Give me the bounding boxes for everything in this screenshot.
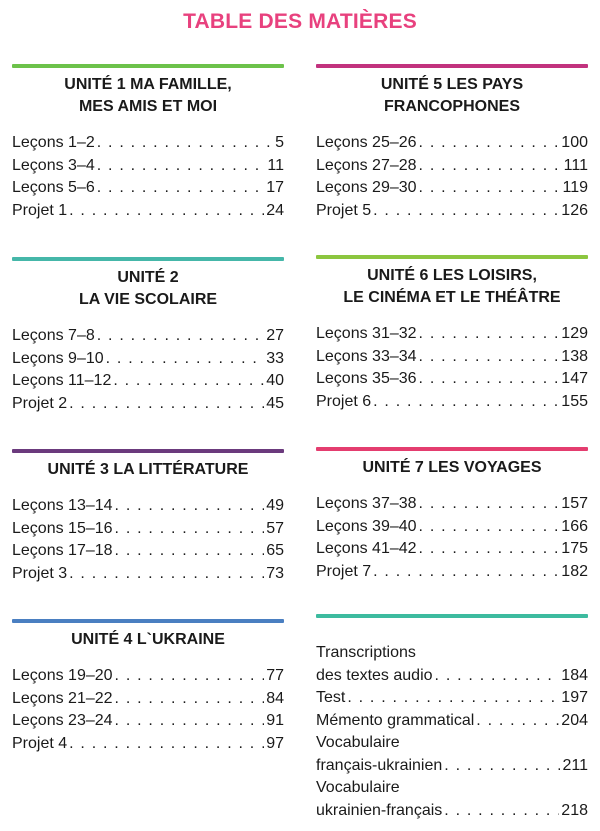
toc-page-number: 129 bbox=[561, 325, 588, 342]
toc-entry[interactable] bbox=[12, 132, 284, 155]
toc-page-number: 33 bbox=[266, 349, 284, 367]
toc-list bbox=[12, 132, 284, 222]
toc-label: Leçons 37–38 bbox=[316, 495, 417, 512]
unit-1-section bbox=[12, 64, 284, 222]
dot-leader bbox=[419, 346, 560, 369]
toc-entry[interactable] bbox=[12, 200, 284, 223]
dot-leader bbox=[115, 518, 265, 541]
toc-entry[interactable] bbox=[316, 155, 588, 178]
unit-title bbox=[12, 74, 284, 118]
section-rule bbox=[12, 449, 284, 453]
toc-label: Leçons 31–32 bbox=[316, 325, 417, 342]
toc-label: Leçons 25–26 bbox=[316, 134, 417, 151]
dot-leader bbox=[115, 688, 265, 711]
toc-entry[interactable] bbox=[316, 346, 588, 369]
toc-label: Leçons 23–24 bbox=[12, 712, 113, 729]
toc-entry[interactable] bbox=[316, 516, 588, 539]
toc-page-number: 73 bbox=[266, 564, 284, 582]
toc-page-number: 119 bbox=[562, 179, 588, 196]
unit-title-line: FRANCOPHONES bbox=[383, 98, 520, 115]
unit-title-line: UNITÉ 2 bbox=[117, 269, 179, 286]
toc-entry[interactable] bbox=[316, 323, 588, 346]
toc-page-number: 211 bbox=[562, 756, 588, 774]
toc-entry[interactable] bbox=[316, 538, 588, 561]
toc-label: Leçons 33–34 bbox=[316, 347, 417, 365]
toc-list bbox=[12, 665, 284, 755]
toc-label: Test bbox=[316, 689, 346, 706]
toc-entry[interactable] bbox=[316, 132, 588, 155]
dot-leader bbox=[435, 665, 560, 688]
dot-leader bbox=[373, 561, 559, 584]
toc-page-number: 5 bbox=[275, 134, 284, 151]
toc-list bbox=[12, 495, 284, 585]
toc-page-number: 57 bbox=[266, 519, 284, 537]
unit-title-line: LA VIE SCOLAIRE bbox=[78, 291, 218, 308]
section-rule bbox=[316, 64, 588, 68]
unit-title bbox=[316, 265, 588, 309]
toc-entry[interactable] bbox=[12, 177, 284, 200]
dot-leader bbox=[115, 665, 265, 688]
toc-entry[interactable] bbox=[12, 540, 284, 563]
unit-title-line: UNITÉ 1 MA FAMILLE, bbox=[64, 76, 232, 93]
dot-leader bbox=[69, 563, 264, 586]
toc-entry[interactable] bbox=[316, 200, 588, 223]
toc-entry[interactable] bbox=[12, 733, 284, 756]
toc-list bbox=[316, 323, 588, 413]
toc-label: Leçons 9–10 bbox=[12, 349, 104, 367]
toc-page-number: 77 bbox=[266, 667, 284, 684]
toc-entry[interactable] bbox=[12, 518, 284, 541]
dot-leader bbox=[69, 200, 264, 223]
toc-list bbox=[316, 642, 588, 822]
toc-label: Leçons 41–42 bbox=[316, 540, 417, 557]
toc-label: Leçons 13–14 bbox=[12, 497, 113, 514]
section-rule bbox=[12, 64, 284, 68]
toc-entry[interactable] bbox=[316, 561, 588, 584]
dot-leader bbox=[69, 393, 264, 416]
toc-page-number: 17 bbox=[266, 179, 284, 196]
unit-title-line: UNITÉ 7 LES VOYAGES bbox=[362, 459, 542, 476]
toc-label: Transcriptions bbox=[316, 644, 416, 661]
toc-page-number: 184 bbox=[561, 666, 588, 684]
unit-5-section bbox=[316, 64, 588, 222]
toc-page-number: 111 bbox=[563, 156, 588, 174]
toc-label: des textes audio bbox=[316, 666, 433, 684]
section-rule bbox=[316, 614, 588, 618]
dot-leader bbox=[444, 755, 560, 778]
dot-leader bbox=[419, 493, 560, 516]
dot-leader bbox=[97, 177, 264, 200]
toc-page-number: 126 bbox=[561, 201, 588, 219]
unit-title bbox=[12, 459, 284, 481]
toc-label: Leçons 15–16 bbox=[12, 519, 113, 537]
dot-leader bbox=[419, 516, 560, 539]
toc-label: Projet 5 bbox=[316, 201, 372, 219]
toc-list bbox=[316, 132, 588, 222]
toc-label: Leçons 19–20 bbox=[12, 667, 113, 684]
toc-label: Projet 4 bbox=[12, 734, 68, 752]
section-rule bbox=[12, 619, 284, 623]
page-title: TABLE DES MATIÈRES bbox=[183, 10, 417, 33]
toc-entry[interactable] bbox=[316, 710, 588, 733]
toc-page-number: 197 bbox=[561, 689, 588, 706]
toc-page-number: 24 bbox=[266, 201, 284, 219]
toc-page-number: 175 bbox=[561, 540, 588, 557]
unit-7-section bbox=[316, 447, 588, 583]
dot-leader bbox=[97, 325, 264, 348]
toc-page-number: 45 bbox=[266, 394, 284, 412]
dot-leader bbox=[476, 710, 559, 733]
dot-leader bbox=[419, 177, 561, 200]
dot-leader bbox=[113, 370, 264, 393]
toc-label: Projet 2 bbox=[12, 394, 68, 412]
unit-title-line: UNITÉ 4 L`UKRAINE bbox=[71, 631, 225, 648]
dot-leader bbox=[373, 391, 559, 414]
dot-leader bbox=[444, 800, 559, 823]
unit-title-line: UNITÉ 3 LA LITTÉRATURE bbox=[47, 461, 249, 478]
toc-label: Leçons 7–8 bbox=[12, 327, 95, 344]
toc-label: Projet 6 bbox=[316, 392, 372, 410]
toc-page-number: 155 bbox=[561, 392, 588, 410]
toc-entry[interactable] bbox=[12, 155, 284, 178]
dot-leader bbox=[115, 540, 265, 563]
toc-label: Leçons 5–6 bbox=[12, 179, 95, 196]
appendix-section bbox=[316, 614, 588, 822]
dot-leader bbox=[115, 495, 265, 518]
toc-label: Projet 3 bbox=[12, 564, 68, 582]
toc-list bbox=[316, 493, 588, 583]
unit-title-line: UNITÉ 6 LES LOISIRS, bbox=[367, 267, 537, 284]
toc-label: Leçons 21–22 bbox=[12, 689, 113, 707]
toc-page-number: 84 bbox=[266, 689, 284, 707]
dot-leader bbox=[419, 132, 560, 155]
unit-title bbox=[12, 267, 284, 311]
dot-leader bbox=[373, 200, 559, 223]
unit-title-line: LE CINÉMA ET LE THÉÂTRE bbox=[343, 289, 561, 306]
toc-label: Vocabulaire bbox=[316, 734, 400, 751]
toc-entry[interactable] bbox=[12, 325, 284, 348]
toc-entry[interactable] bbox=[316, 391, 588, 414]
unit-title-line: MES AMIS ET MOI bbox=[78, 98, 218, 115]
dot-leader bbox=[97, 155, 266, 178]
toc-page-number: 27 bbox=[266, 327, 284, 344]
dot-leader bbox=[106, 348, 265, 371]
toc-entry[interactable] bbox=[316, 800, 588, 823]
toc-page-number: 97 bbox=[266, 734, 284, 752]
dot-leader bbox=[97, 132, 273, 155]
unit-2-section bbox=[12, 257, 284, 415]
toc-entry[interactable] bbox=[12, 348, 284, 371]
toc-label: Leçons 27–28 bbox=[316, 156, 417, 174]
toc-label: Leçons 1–2 bbox=[12, 134, 95, 151]
toc-label: Leçons 39–40 bbox=[316, 517, 417, 535]
toc-entry[interactable] bbox=[12, 563, 284, 586]
dot-leader bbox=[419, 323, 560, 346]
dot-leader bbox=[419, 368, 560, 391]
toc-entry[interactable] bbox=[12, 710, 284, 733]
unit-3-section bbox=[12, 449, 284, 585]
toc-list bbox=[12, 325, 284, 415]
unit-title bbox=[12, 629, 284, 651]
toc-page-number: 182 bbox=[561, 562, 588, 580]
toc-entry[interactable] bbox=[12, 393, 284, 416]
toc-entry[interactable] bbox=[316, 687, 588, 710]
toc-label: Leçons 35–36 bbox=[316, 370, 417, 387]
toc-page-number: 218 bbox=[561, 801, 588, 819]
toc-entry[interactable] bbox=[316, 665, 588, 688]
unit-title-line: UNITÉ 5 LES PAYS bbox=[380, 76, 524, 93]
toc-entry[interactable] bbox=[316, 368, 588, 391]
toc-label: français-ukrainien bbox=[316, 756, 443, 774]
dot-leader bbox=[419, 155, 562, 178]
dot-leader bbox=[419, 538, 560, 561]
toc-page-number: 49 bbox=[266, 497, 284, 514]
dot-leader bbox=[115, 710, 265, 733]
toc-label: Projet 7 bbox=[316, 562, 372, 580]
unit-title bbox=[316, 74, 588, 118]
toc-entry[interactable] bbox=[12, 495, 284, 518]
toc-entry[interactable] bbox=[316, 177, 588, 200]
toc-label: Vocabulaire bbox=[316, 779, 400, 796]
toc-label: Leçons 3–4 bbox=[12, 156, 95, 174]
section-rule bbox=[316, 447, 588, 451]
toc-entry[interactable] bbox=[12, 370, 284, 393]
toc-entry[interactable] bbox=[316, 755, 588, 778]
section-rule bbox=[316, 255, 588, 259]
toc-label: Leçons 11–12 bbox=[12, 372, 112, 389]
unit-title bbox=[316, 457, 588, 479]
toc-label: Projet 1 bbox=[12, 201, 68, 219]
toc-entry[interactable] bbox=[12, 665, 284, 688]
toc-page-number: 157 bbox=[561, 495, 588, 512]
toc-label: Leçons 17–18 bbox=[12, 542, 113, 559]
toc-page-number: 65 bbox=[266, 542, 284, 559]
dot-leader bbox=[69, 733, 264, 756]
toc-page-number: 166 bbox=[561, 517, 588, 535]
toc-page-number: 91 bbox=[266, 712, 284, 729]
toc-page-number: 100 bbox=[561, 134, 588, 151]
dot-leader bbox=[347, 687, 559, 710]
toc-page-number: 11 bbox=[267, 156, 284, 174]
unit-4-section bbox=[12, 619, 284, 755]
section-rule bbox=[12, 257, 284, 261]
toc-page-number: 147 bbox=[561, 370, 588, 387]
toc-entry[interactable] bbox=[316, 493, 588, 516]
toc-page-number: 138 bbox=[561, 347, 588, 365]
toc-label: ukrainien-français bbox=[316, 801, 443, 819]
toc-label: Leçons 29–30 bbox=[316, 179, 417, 196]
toc-entry[interactable] bbox=[12, 688, 284, 711]
toc-page-number: 204 bbox=[561, 711, 588, 729]
unit-6-section bbox=[316, 255, 588, 413]
toc-page-number: 40 bbox=[266, 372, 284, 389]
toc-label: Mémento grammatical bbox=[316, 711, 475, 729]
